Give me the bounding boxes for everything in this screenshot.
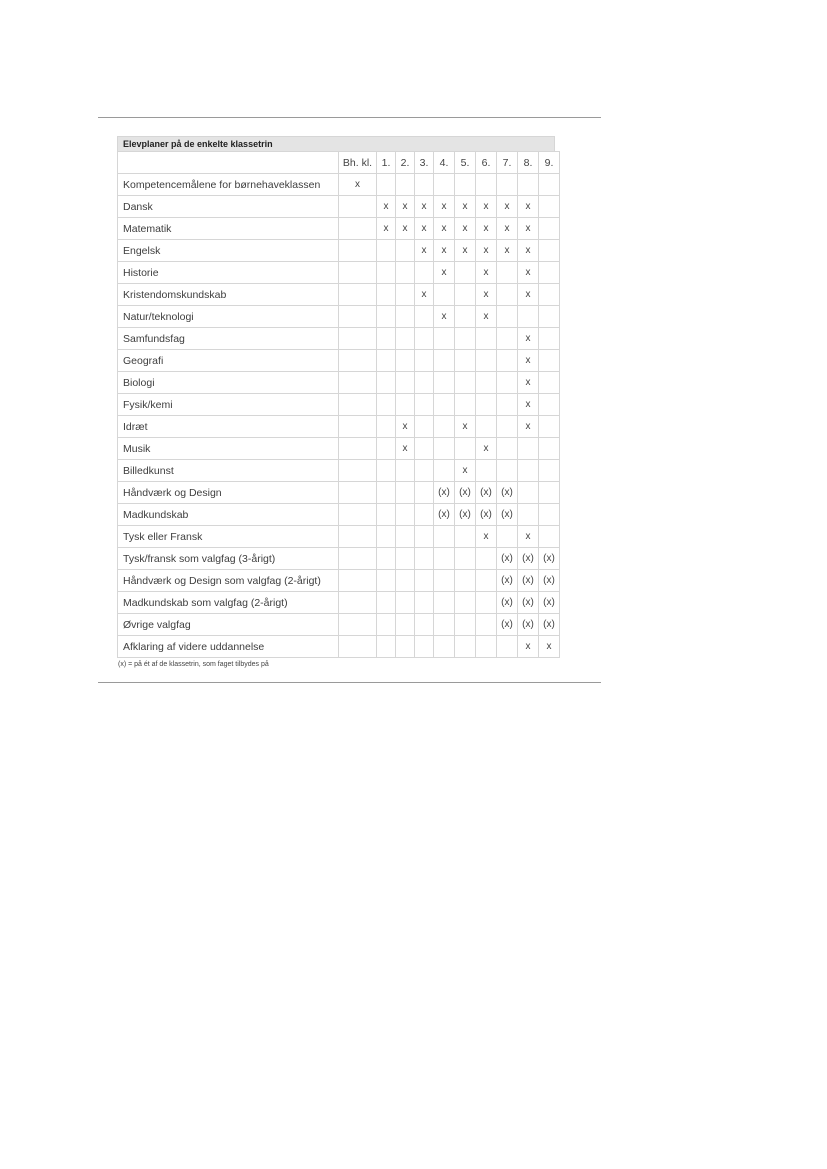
- subject-cell: Øvrige valgfag: [118, 614, 339, 636]
- grade-mark-cell: [339, 284, 377, 306]
- grade-mark-cell: x: [455, 218, 476, 240]
- grade-mark-cell: x: [434, 240, 455, 262]
- table-title: Elevplaner på de enkelte klassetrin: [117, 136, 555, 151]
- grade-mark-cell: x: [476, 284, 497, 306]
- grade-mark-cell: [476, 570, 497, 592]
- grade-mark-cell: [339, 372, 377, 394]
- grade-mark-cell: [455, 174, 476, 196]
- grade-mark-cell: [497, 306, 518, 328]
- grade-mark-cell: [339, 306, 377, 328]
- grade-mark-cell: [415, 570, 434, 592]
- grade-mark-cell: x: [377, 218, 396, 240]
- column-header: 6.: [476, 152, 497, 174]
- grade-mark-cell: [396, 460, 415, 482]
- grade-mark-cell: [377, 174, 396, 196]
- grade-mark-cell: (x): [455, 504, 476, 526]
- grade-mark-cell: [396, 262, 415, 284]
- table-row: [118, 306, 560, 328]
- grade-mark-cell: [497, 438, 518, 460]
- grade-mark-cell: [415, 482, 434, 504]
- grade-mark-cell: [339, 636, 377, 658]
- grade-mark-cell: [377, 614, 396, 636]
- grade-mark-cell: [434, 526, 455, 548]
- grade-mark-cell: [476, 372, 497, 394]
- grade-mark-cell: (x): [434, 482, 455, 504]
- subject-cell: Idræt: [118, 416, 339, 438]
- grade-mark-cell: [455, 636, 476, 658]
- table-row: [118, 482, 560, 504]
- student-plan-table-container: [117, 136, 555, 658]
- grade-mark-cell: [455, 262, 476, 284]
- grade-mark-cell: x: [476, 218, 497, 240]
- grade-mark-cell: [415, 394, 434, 416]
- grade-mark-cell: [415, 438, 434, 460]
- table-body: [118, 174, 560, 658]
- subject-cell: Geografi: [118, 350, 339, 372]
- grade-mark-cell: x: [476, 196, 497, 218]
- column-header: 2.: [396, 152, 415, 174]
- grade-mark-cell: [476, 350, 497, 372]
- student-plan-table: [117, 151, 560, 658]
- grade-mark-cell: (x): [497, 614, 518, 636]
- grade-mark-cell: x: [518, 262, 539, 284]
- grade-mark-cell: (x): [497, 570, 518, 592]
- grade-mark-cell: [434, 284, 455, 306]
- grade-mark-cell: x: [518, 394, 539, 416]
- grade-mark-cell: [377, 570, 396, 592]
- grade-mark-cell: [396, 394, 415, 416]
- table-row: [118, 240, 560, 262]
- grade-mark-cell: [396, 174, 415, 196]
- grade-mark-cell: [539, 174, 560, 196]
- grade-mark-cell: [415, 636, 434, 658]
- subject-cell: Håndværk og Design som valgfag (2-årigt): [118, 570, 339, 592]
- grade-mark-cell: [415, 548, 434, 570]
- grade-mark-cell: x: [396, 218, 415, 240]
- grade-mark-cell: [339, 196, 377, 218]
- table-row: [118, 614, 560, 636]
- grade-mark-cell: [377, 240, 396, 262]
- grade-mark-cell: [476, 460, 497, 482]
- grade-mark-cell: [455, 284, 476, 306]
- subject-cell: Historie: [118, 262, 339, 284]
- grade-mark-cell: [377, 262, 396, 284]
- grade-mark-cell: [396, 328, 415, 350]
- table-row: [118, 350, 560, 372]
- grade-mark-cell: [476, 328, 497, 350]
- grade-mark-cell: [455, 548, 476, 570]
- grade-mark-cell: [497, 636, 518, 658]
- subject-cell: Kompetencemålene for børnehaveklassen: [118, 174, 339, 196]
- grade-mark-cell: [396, 548, 415, 570]
- grade-mark-cell: [339, 504, 377, 526]
- table-row: [118, 394, 560, 416]
- grade-mark-cell: (x): [455, 482, 476, 504]
- grade-mark-cell: x: [455, 416, 476, 438]
- grade-mark-cell: x: [415, 240, 434, 262]
- grade-mark-cell: x: [396, 438, 415, 460]
- grade-mark-cell: [455, 372, 476, 394]
- grade-mark-cell: [476, 174, 497, 196]
- grade-mark-cell: [434, 460, 455, 482]
- subject-cell: Tysk/fransk som valgfag (3-årigt): [118, 548, 339, 570]
- grade-mark-cell: [434, 614, 455, 636]
- subject-cell: Matematik: [118, 218, 339, 240]
- grade-mark-cell: [539, 328, 560, 350]
- grade-mark-cell: [455, 394, 476, 416]
- subject-cell: Billedkunst: [118, 460, 339, 482]
- grade-mark-cell: (x): [497, 504, 518, 526]
- grade-mark-cell: [539, 394, 560, 416]
- grade-mark-cell: x: [539, 636, 560, 658]
- grade-mark-cell: [539, 284, 560, 306]
- grade-mark-cell: [497, 416, 518, 438]
- grade-mark-cell: [455, 592, 476, 614]
- table-row: [118, 218, 560, 240]
- table-footnote: (x) = på ét af de klassetrin, som faget tilbydes på: [118, 661, 269, 668]
- grade-mark-cell: x: [476, 526, 497, 548]
- grade-mark-cell: (x): [518, 614, 539, 636]
- grade-mark-cell: [455, 350, 476, 372]
- grade-mark-cell: [539, 218, 560, 240]
- grade-mark-cell: [476, 614, 497, 636]
- grade-mark-cell: [539, 482, 560, 504]
- grade-mark-cell: [396, 350, 415, 372]
- grade-mark-cell: [476, 636, 497, 658]
- grade-mark-cell: [415, 592, 434, 614]
- grade-mark-cell: [455, 306, 476, 328]
- subject-cell: Biologi: [118, 372, 339, 394]
- grade-mark-cell: x: [497, 196, 518, 218]
- grade-mark-cell: [396, 482, 415, 504]
- grade-mark-cell: x: [518, 218, 539, 240]
- header-row: [118, 152, 560, 174]
- column-header: 1.: [377, 152, 396, 174]
- subject-cell: Musik: [118, 438, 339, 460]
- grade-mark-cell: [377, 482, 396, 504]
- grade-mark-cell: [377, 438, 396, 460]
- grade-mark-cell: [396, 526, 415, 548]
- grade-mark-cell: x: [434, 262, 455, 284]
- grade-mark-cell: (x): [497, 548, 518, 570]
- grade-mark-cell: x: [396, 196, 415, 218]
- grade-mark-cell: [434, 350, 455, 372]
- column-header: 7.: [497, 152, 518, 174]
- grade-mark-cell: (x): [497, 482, 518, 504]
- grade-mark-cell: x: [518, 240, 539, 262]
- grade-mark-cell: [377, 636, 396, 658]
- table-row: [118, 416, 560, 438]
- grade-mark-cell: [396, 284, 415, 306]
- table-row: [118, 504, 560, 526]
- grade-mark-cell: [415, 372, 434, 394]
- grade-mark-cell: [476, 394, 497, 416]
- grade-mark-cell: [377, 394, 396, 416]
- grade-mark-cell: [415, 416, 434, 438]
- grade-mark-cell: [539, 438, 560, 460]
- grade-mark-cell: [415, 174, 434, 196]
- grade-mark-cell: x: [415, 196, 434, 218]
- grade-mark-cell: [415, 350, 434, 372]
- subject-cell: Tysk eller Fransk: [118, 526, 339, 548]
- grade-mark-cell: [339, 570, 377, 592]
- grade-mark-cell: [539, 504, 560, 526]
- grade-mark-cell: [539, 196, 560, 218]
- grade-mark-cell: x: [518, 196, 539, 218]
- grade-mark-cell: [539, 460, 560, 482]
- subject-cell: Afklaring af videre uddannelse: [118, 636, 339, 658]
- grade-mark-cell: [339, 416, 377, 438]
- grade-mark-cell: [415, 504, 434, 526]
- grade-mark-cell: x: [415, 284, 434, 306]
- grade-mark-cell: [377, 592, 396, 614]
- grade-mark-cell: [455, 570, 476, 592]
- subject-cell: Madkundskab: [118, 504, 339, 526]
- grade-mark-cell: [415, 614, 434, 636]
- grade-mark-cell: [415, 328, 434, 350]
- grade-mark-cell: [434, 174, 455, 196]
- grade-mark-cell: x: [518, 328, 539, 350]
- grade-mark-cell: x: [518, 636, 539, 658]
- grade-mark-cell: [377, 372, 396, 394]
- grade-mark-cell: [455, 614, 476, 636]
- table-row: [118, 174, 560, 196]
- grade-mark-cell: [339, 328, 377, 350]
- grade-mark-cell: [518, 174, 539, 196]
- grade-mark-cell: [396, 636, 415, 658]
- grade-mark-cell: [434, 416, 455, 438]
- grade-mark-cell: x: [434, 196, 455, 218]
- column-header: 3.: [415, 152, 434, 174]
- grade-mark-cell: x: [518, 350, 539, 372]
- grade-mark-cell: [518, 438, 539, 460]
- grade-mark-cell: [415, 526, 434, 548]
- table-row: [118, 460, 560, 482]
- grade-mark-cell: [434, 592, 455, 614]
- grade-mark-cell: x: [455, 460, 476, 482]
- grade-mark-cell: [339, 548, 377, 570]
- grade-mark-cell: [539, 306, 560, 328]
- grade-mark-cell: [339, 218, 377, 240]
- subject-cell: Fysik/kemi: [118, 394, 339, 416]
- grade-mark-cell: (x): [476, 482, 497, 504]
- grade-mark-cell: (x): [434, 504, 455, 526]
- grade-mark-cell: x: [518, 284, 539, 306]
- grade-mark-cell: x: [476, 240, 497, 262]
- grade-mark-cell: [434, 394, 455, 416]
- table-row: [118, 284, 560, 306]
- grade-mark-cell: (x): [539, 592, 560, 614]
- grade-mark-cell: [339, 394, 377, 416]
- grade-mark-cell: x: [396, 416, 415, 438]
- grade-mark-cell: [539, 416, 560, 438]
- grade-mark-cell: [396, 570, 415, 592]
- grade-mark-cell: x: [476, 262, 497, 284]
- grade-mark-cell: [415, 306, 434, 328]
- grade-mark-cell: [396, 306, 415, 328]
- grade-mark-cell: [415, 460, 434, 482]
- grade-mark-cell: [377, 328, 396, 350]
- grade-mark-cell: [396, 592, 415, 614]
- grade-mark-cell: [377, 548, 396, 570]
- table-row: [118, 328, 560, 350]
- grade-mark-cell: [339, 350, 377, 372]
- subject-cell: Engelsk: [118, 240, 339, 262]
- grade-mark-cell: [434, 570, 455, 592]
- grade-mark-cell: x: [476, 438, 497, 460]
- grade-mark-cell: [434, 636, 455, 658]
- subject-cell: Kristendomskundskab: [118, 284, 339, 306]
- grade-mark-cell: (x): [518, 548, 539, 570]
- table-row: [118, 438, 560, 460]
- grade-mark-cell: (x): [497, 592, 518, 614]
- subject-cell: Natur/teknologi: [118, 306, 339, 328]
- grade-mark-cell: [497, 394, 518, 416]
- grade-mark-cell: [539, 372, 560, 394]
- grade-mark-cell: x: [415, 218, 434, 240]
- grade-mark-cell: [518, 306, 539, 328]
- grade-mark-cell: [339, 614, 377, 636]
- grade-mark-cell: [518, 504, 539, 526]
- grade-mark-cell: [339, 240, 377, 262]
- grade-mark-cell: [497, 328, 518, 350]
- column-header: 9.: [539, 152, 560, 174]
- grade-mark-cell: [539, 240, 560, 262]
- grade-mark-cell: [497, 284, 518, 306]
- grade-mark-cell: (x): [476, 504, 497, 526]
- grade-mark-cell: [497, 526, 518, 548]
- grade-mark-cell: x: [455, 240, 476, 262]
- table-row: [118, 636, 560, 658]
- grade-mark-cell: [339, 526, 377, 548]
- grade-mark-cell: (x): [539, 614, 560, 636]
- header-subject-cell: [118, 152, 339, 174]
- grade-mark-cell: [539, 350, 560, 372]
- grade-mark-cell: (x): [518, 570, 539, 592]
- top-divider: [98, 117, 601, 118]
- bottom-divider: [98, 682, 601, 683]
- grade-mark-cell: [518, 460, 539, 482]
- column-header: 8.: [518, 152, 539, 174]
- grade-mark-cell: [455, 438, 476, 460]
- grade-mark-cell: [455, 328, 476, 350]
- grade-mark-cell: [434, 438, 455, 460]
- table-row: [118, 548, 560, 570]
- table-row: [118, 526, 560, 548]
- grade-mark-cell: [497, 174, 518, 196]
- column-header: 5.: [455, 152, 476, 174]
- grade-mark-cell: x: [497, 218, 518, 240]
- column-header: Bh. kl.: [339, 152, 377, 174]
- grade-mark-cell: [339, 460, 377, 482]
- subject-cell: Samfundsfag: [118, 328, 339, 350]
- grade-mark-cell: (x): [518, 592, 539, 614]
- grade-mark-cell: [455, 526, 476, 548]
- grade-mark-cell: [377, 416, 396, 438]
- grade-mark-cell: [377, 350, 396, 372]
- grade-mark-cell: [434, 548, 455, 570]
- subject-cell: Håndværk og Design: [118, 482, 339, 504]
- grade-mark-cell: x: [518, 416, 539, 438]
- grade-mark-cell: (x): [539, 548, 560, 570]
- grade-mark-cell: x: [434, 218, 455, 240]
- grade-mark-cell: [476, 592, 497, 614]
- grade-mark-cell: x: [476, 306, 497, 328]
- table-row: [118, 196, 560, 218]
- grade-mark-cell: [339, 482, 377, 504]
- grade-mark-cell: [434, 372, 455, 394]
- grade-mark-cell: [476, 416, 497, 438]
- grade-mark-cell: [339, 438, 377, 460]
- grade-mark-cell: [434, 328, 455, 350]
- grade-mark-cell: [497, 350, 518, 372]
- grade-mark-cell: [518, 482, 539, 504]
- table-row: [118, 372, 560, 394]
- grade-mark-cell: [377, 460, 396, 482]
- grade-mark-cell: [497, 372, 518, 394]
- grade-mark-cell: [377, 306, 396, 328]
- grade-mark-cell: x: [339, 174, 377, 196]
- grade-mark-cell: [539, 526, 560, 548]
- table-row: [118, 592, 560, 614]
- grade-mark-cell: [539, 262, 560, 284]
- subject-cell: Dansk: [118, 196, 339, 218]
- grade-mark-cell: x: [377, 196, 396, 218]
- table-row: [118, 262, 560, 284]
- grade-mark-cell: x: [518, 372, 539, 394]
- column-header: 4.: [434, 152, 455, 174]
- grade-mark-cell: x: [497, 240, 518, 262]
- grade-mark-cell: x: [434, 306, 455, 328]
- grade-mark-cell: [339, 592, 377, 614]
- grade-mark-cell: [476, 548, 497, 570]
- grade-mark-cell: [396, 504, 415, 526]
- grade-mark-cell: (x): [539, 570, 560, 592]
- grade-mark-cell: [396, 372, 415, 394]
- grade-mark-cell: [339, 262, 377, 284]
- grade-mark-cell: [377, 284, 396, 306]
- grade-mark-cell: [497, 262, 518, 284]
- grade-mark-cell: [377, 526, 396, 548]
- subject-cell: Madkundskab som valgfag (2-årigt): [118, 592, 339, 614]
- grade-mark-cell: x: [455, 196, 476, 218]
- table-row: [118, 570, 560, 592]
- grade-mark-cell: [396, 614, 415, 636]
- grade-mark-cell: x: [518, 526, 539, 548]
- grade-mark-cell: [497, 460, 518, 482]
- grade-mark-cell: [396, 240, 415, 262]
- grade-mark-cell: [377, 504, 396, 526]
- grade-mark-cell: [415, 262, 434, 284]
